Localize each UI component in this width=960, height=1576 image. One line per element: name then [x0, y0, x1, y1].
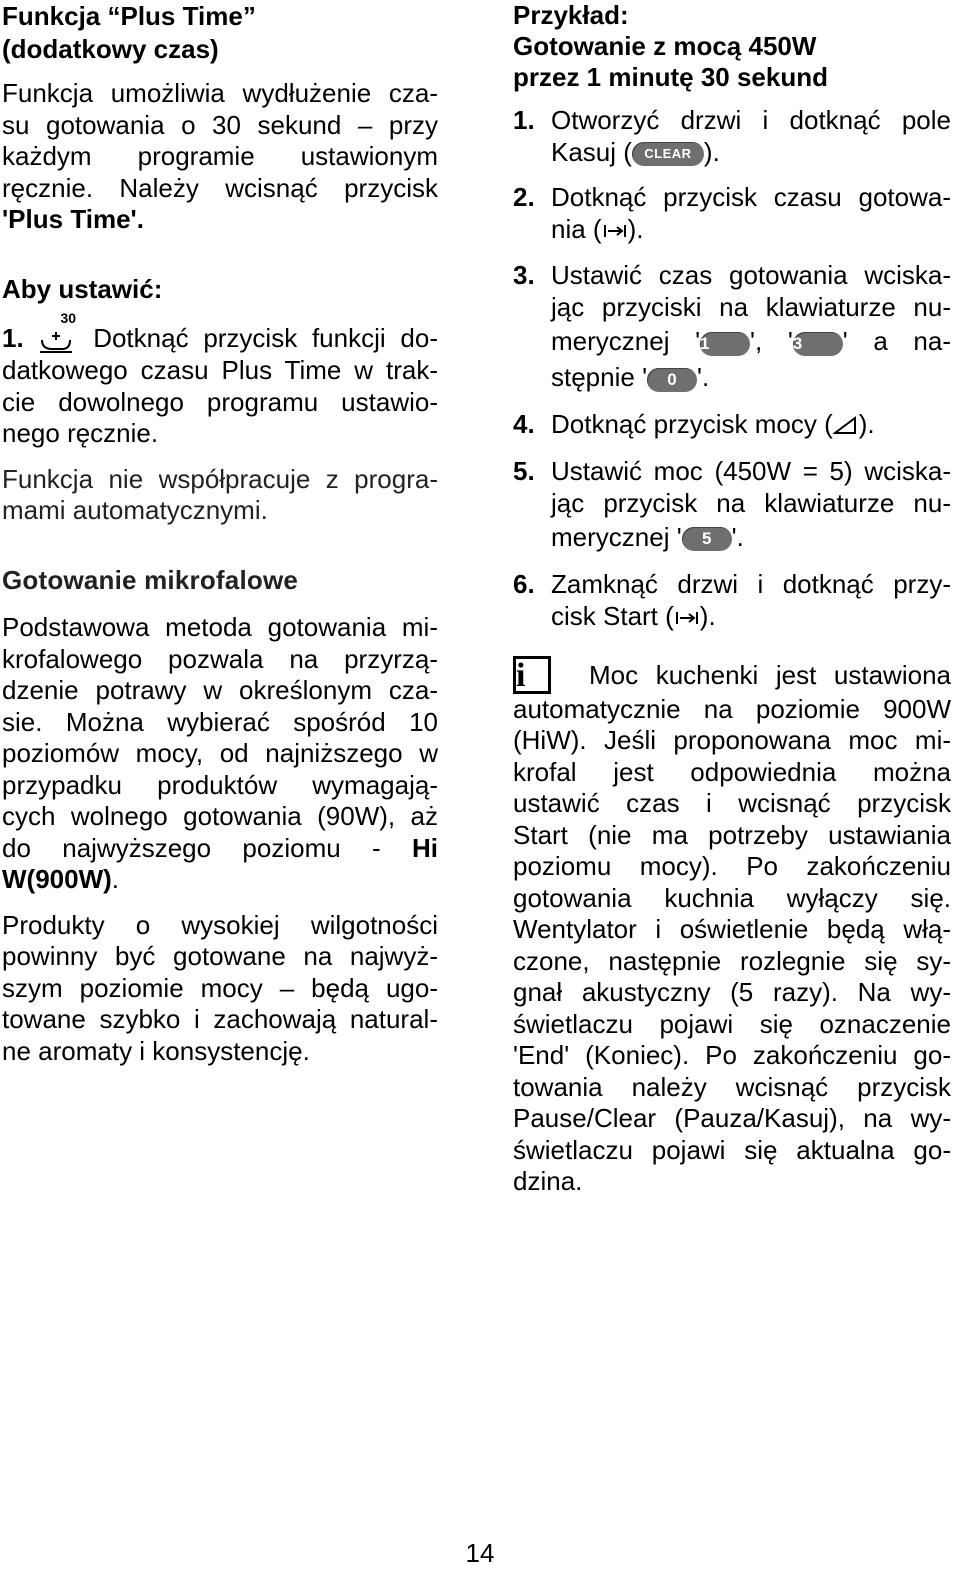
example-step-5: 5. Ustawić moc (450W = 5) wciska- jąc przycisk na klawiaturze nu- merycznej ' 5 '.	[513, 456, 951, 553]
example-step-1: 1. Otworzyć drzwi i dotknąć pole Kasuj ( CLEAR ).	[513, 105, 951, 167]
plus-time-icon: 30	[38, 325, 78, 355]
plus-time-intro: Funkcja umożliwia wydłużenie cza- su gotowania o 30 sekund – przy każdym programie ustawionym ręcznie. Należy wcisnąć przycisk 'Plus Time'.	[2, 78, 438, 234]
plus-time-title: Funkcja “Plus Time” (dodatkowy czas)	[2, 1, 256, 64]
microwave-paragraph-1: Podstawowa metoda gotowania mi- krofalowego pozwala na przyrzą- dzenie potrawy w określonym cza- sie. Można wybierać spośród 10 poziomów mocy, od najniższego w przypadku produktów wymagają- cych wolnego gotowania (90W), aż do najwyższego poziomu - Hi W(900W).	[2, 612, 438, 895]
example-step-6: 6. Zamknąć drzwi i dotknąć przy- cisk Start ( ).	[513, 569, 951, 633]
set-heading: Aby ustawić:	[2, 273, 163, 304]
example-step-3: 3. Ustawić czas gotowania wciska- jąc przyciski na klawiaturze nu- merycznej '1 ', '3 ' a na- stępnie ' 0 '.	[513, 260, 951, 393]
example-step-2: 2. Dotknąć przycisk czasu gotowa- nia ( ).	[513, 182, 951, 246]
clear-key-icon: CLEAR	[632, 142, 704, 166]
cook-time-icon	[602, 215, 628, 247]
key-0-icon: 0	[647, 368, 697, 392]
key-3-icon: 3	[793, 332, 843, 356]
info-note: i Moc kuchenki jest ustawiona automatycznie na poziomie 900W (HiW). Jeśli proponowana moc mi- krofal jest odpowiednia można ustawić czas i wcisnąć przycisk Start (nie ma potrzeby ustawiania poziomu mocy). Po zakończeniu gotowania kuchnia wyłączy się. Wentylator i oświetlenie będą włą- czone, następnie rozlegnie się sy- gnał akustyczny (5 razy). Na wy- świetlaczu pojawi się oznaczenie 'End' (Koniec). Po zakończeniu go- towania należy wcisnąć przycisk Pause/Clear (Pauza/Kasuj), na wy- świetlaczu pojawi się aktualna go- dzina.	[513, 656, 951, 1197]
page-number: 14	[465, 1538, 495, 1568]
right-column	[513, 0, 951, 1198]
key-1-icon: 1	[700, 332, 750, 356]
microwave-paragraph-2: Produkty o wysokiej wilgotności powinny być gotowane na najwyż- szym poziomie mocy – będą ugo- towane szybko i zachowają natural- ne aromaty i konsystencję.	[2, 909, 438, 1066]
plus-time-step-1: 1. 30 Dotknąć przycisk funkcji do- datkowego czasu Plus Time w trak- cie dowolnego programu ustawio- nego ręcznie.	[2, 310, 438, 449]
plus-time-note: Funkcja nie współpracuje z progra- mami automatycznymi.	[2, 463, 438, 526]
start-icon	[674, 602, 700, 634]
microwave-section-heading: Gotowanie mikrofalowe	[2, 564, 299, 595]
power-icon	[833, 411, 859, 443]
left-column	[2, 0, 438, 1067]
info-icon: i	[513, 656, 551, 694]
example-title: Przykład: Gotowanie z mocą 450W przez 1 minutę 30 sekund	[513, 0, 828, 92]
example-step-4: 4. Dotknąć przycisk mocy ( ).	[513, 409, 951, 442]
key-5-icon: 5	[682, 527, 732, 551]
